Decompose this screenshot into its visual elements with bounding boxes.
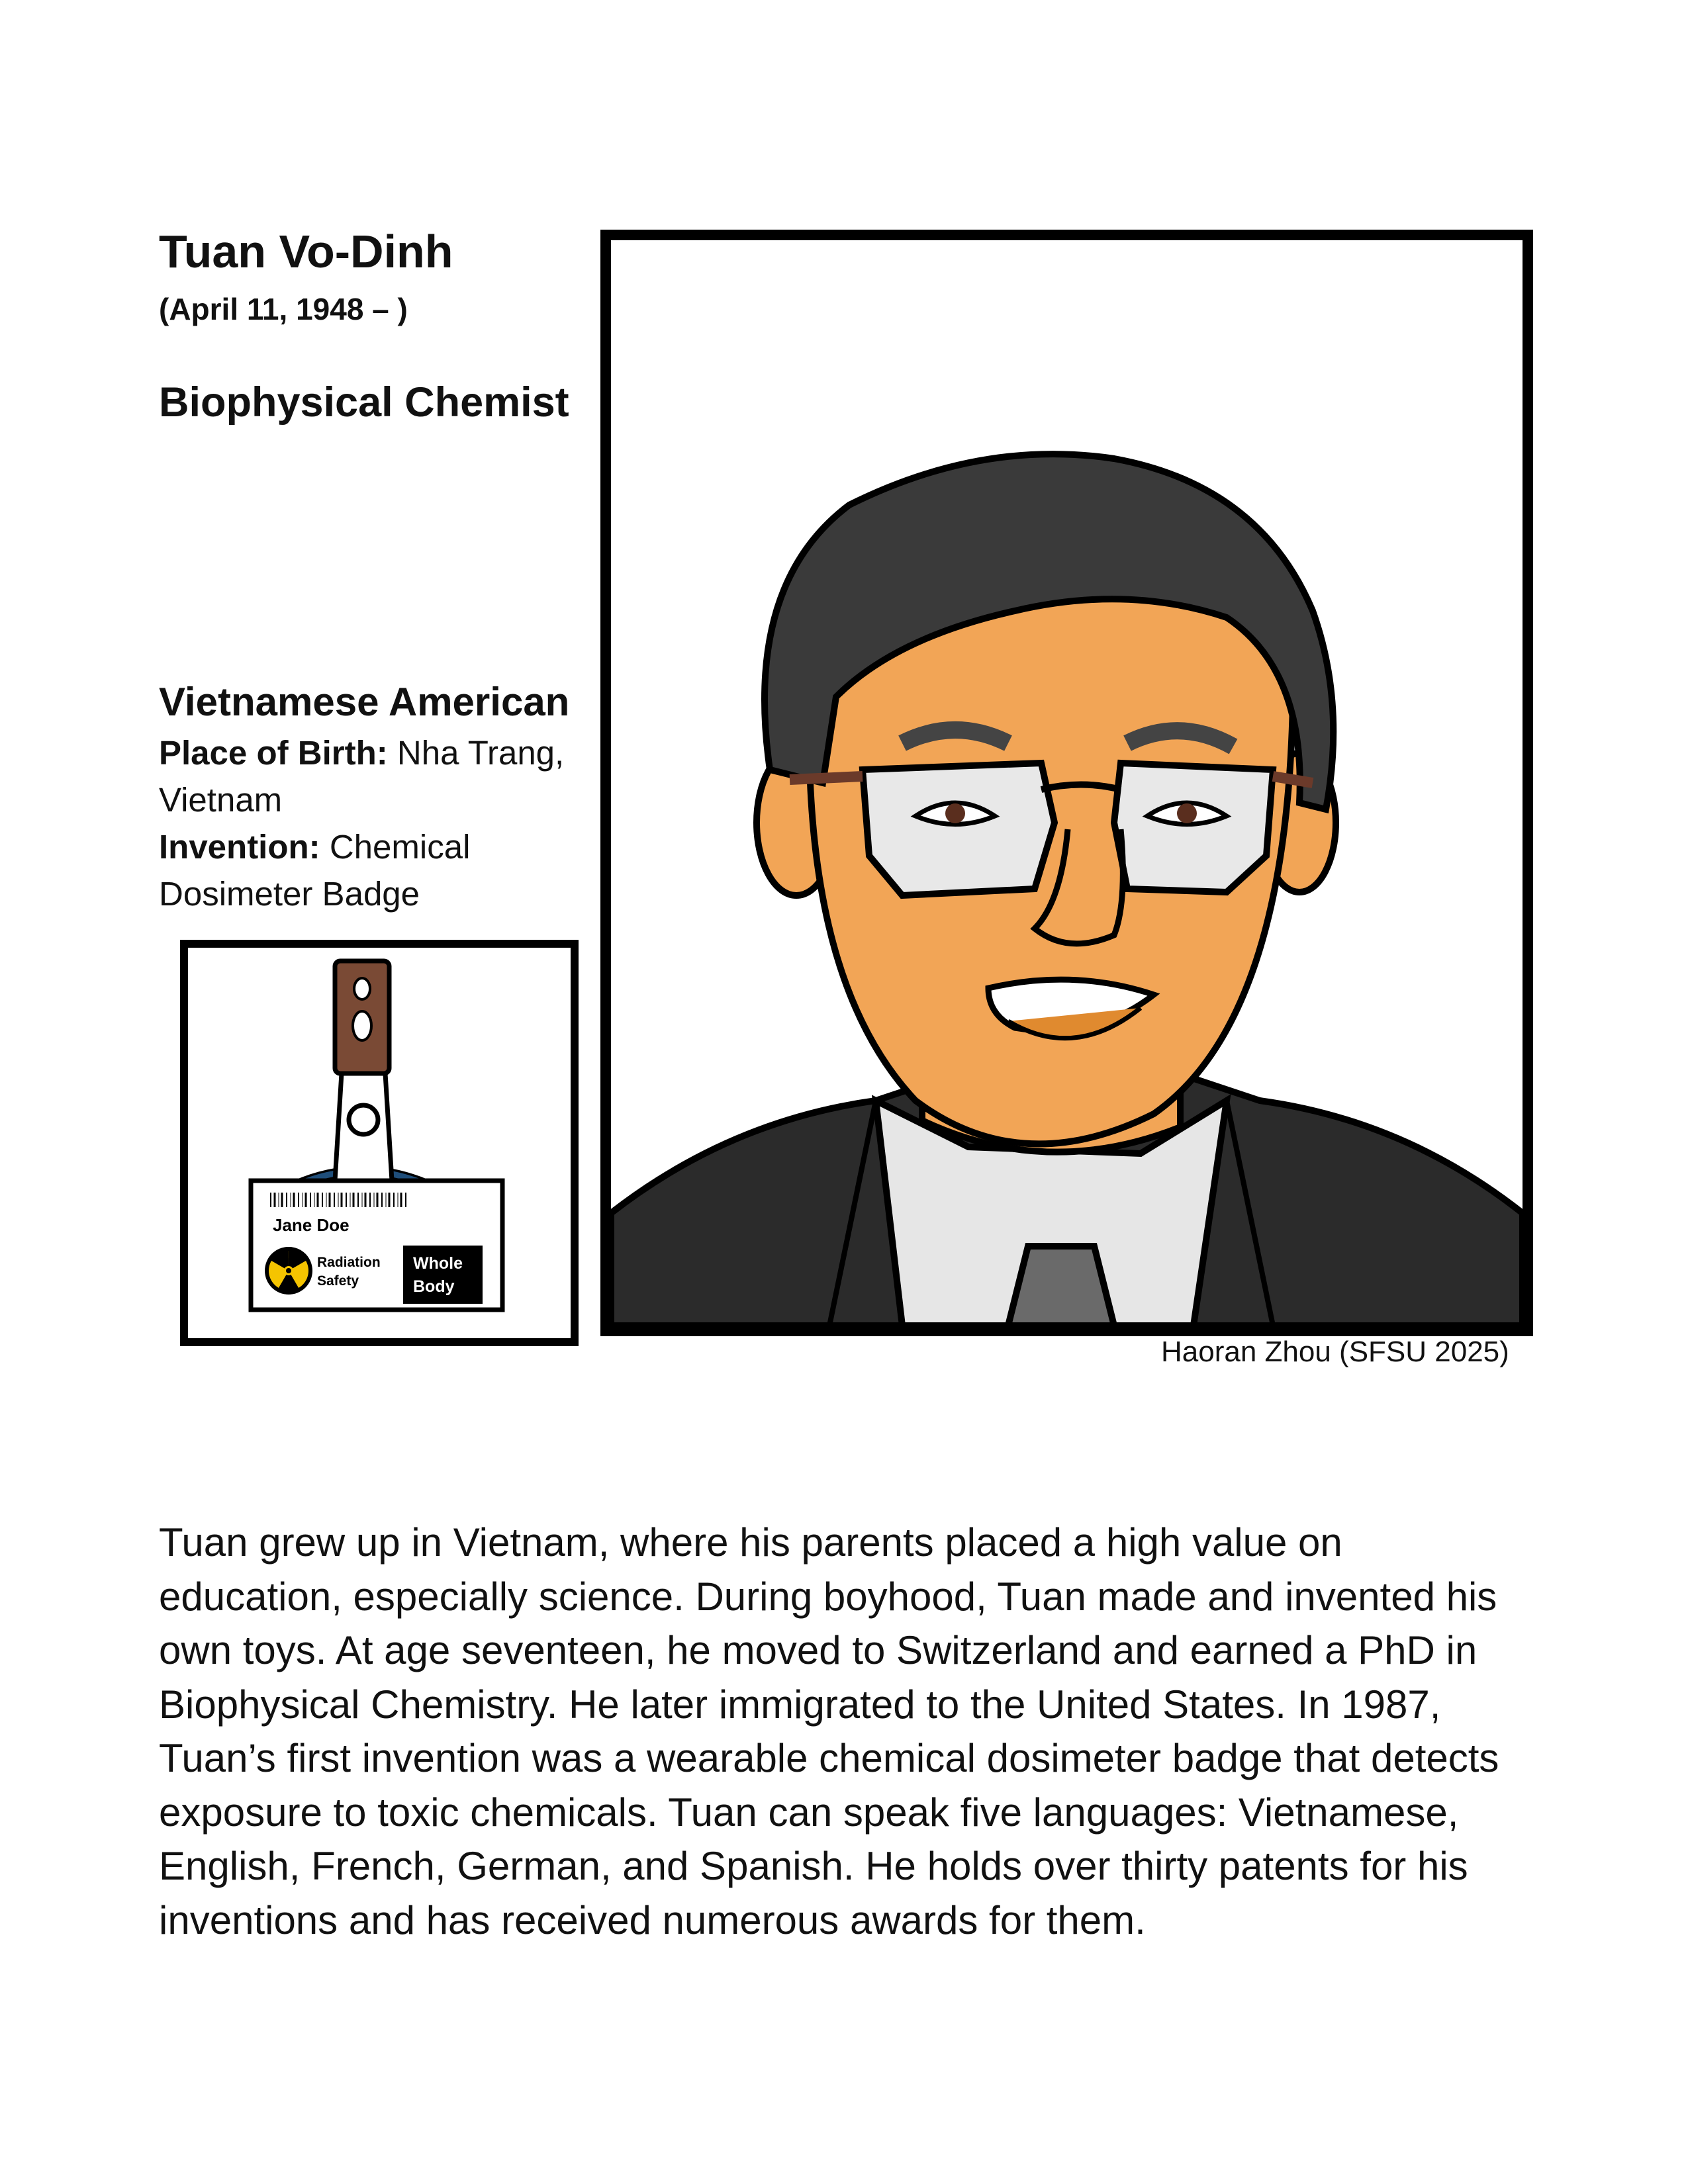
badge-illustration bbox=[180, 940, 579, 1346]
whole-body-line1: Whole bbox=[413, 1254, 463, 1273]
birth-value: Nha Trang, Vietnam bbox=[159, 734, 565, 819]
invention-value: Chemical Dosimeter Badge bbox=[159, 828, 471, 913]
whole-body-line2: Body bbox=[413, 1277, 455, 1296]
radiation-label-line2: Safety bbox=[317, 1273, 359, 1289]
clip-hole-top bbox=[354, 978, 370, 999]
illustration-credit: Haoran Zhou (SFSU 2025) bbox=[1161, 1336, 1509, 1368]
clip-hole-bottom bbox=[353, 1011, 371, 1040]
facts-block bbox=[159, 729, 583, 917]
portrait-frame bbox=[600, 230, 1533, 1336]
profession: Biophysical Chemist bbox=[159, 379, 569, 426]
badge-drawing bbox=[188, 948, 571, 1338]
portrait-drawing bbox=[611, 240, 1523, 1326]
heritage: Vietnamese American bbox=[159, 680, 570, 724]
invention-fact bbox=[159, 823, 583, 917]
biography: Tuan grew up in Vietnam, where his parents placed a high value on education, especially science. During boyhood, Tuan made and invented his own toys. At age seventeen, he moved to Switzerland and earned a PhD in Biophysical Chemistry. He later immigrated to the United States. In 1987, Tuan’s first invention was a wearable chemical dosimeter badge that detects exposure to toxic chemicals. Tuan can speak five languages: Vietnamese, English, French, German, and Spanish. He holds over thirty patents for his inventions and has received numerous awards for them. bbox=[159, 1520, 1499, 1942]
tie bbox=[1008, 1246, 1114, 1326]
radiation-label-line1: Radiation bbox=[317, 1255, 381, 1270]
connector-ring bbox=[349, 1105, 378, 1134]
invention-label: Invention: bbox=[159, 828, 320, 866]
birth-label: Place of Birth: bbox=[159, 734, 388, 772]
person-name: Tuan Vo-Dinh bbox=[159, 226, 453, 277]
life-dates: (April 11, 1948 – ) bbox=[159, 292, 408, 326]
badge-holder-name: Jane Doe bbox=[273, 1215, 350, 1235]
birth-fact bbox=[159, 729, 583, 823]
